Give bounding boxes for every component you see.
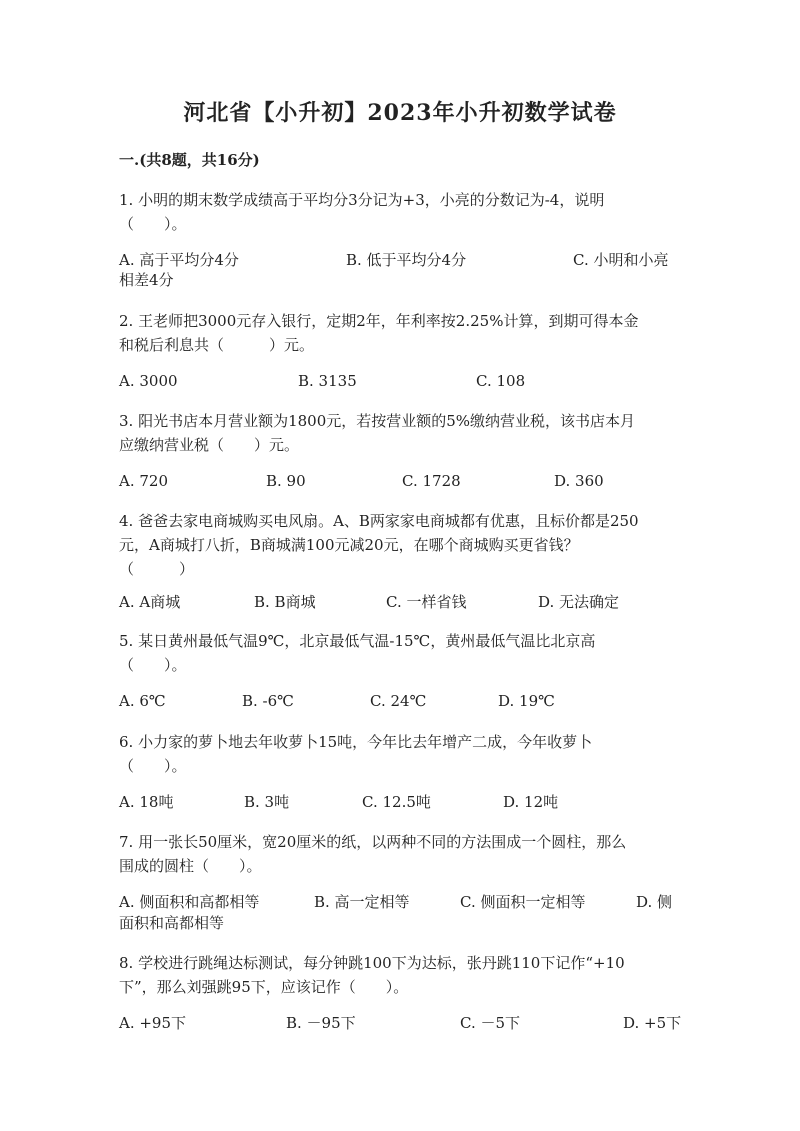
question-6-line-2: （ ）。	[119, 757, 187, 775]
question-4-option-b: B. B商城	[254, 593, 316, 611]
question-4-line-1: 4. 爸爸去家电商城购买电风扇。A、B两家家电商城都有优惠，且标价都是250	[119, 512, 639, 530]
question-4-option-a: A. A商城	[119, 593, 181, 611]
question-7-option-b: B. 高一定相等	[314, 893, 410, 911]
question-1-option-c: C. 小明和小亮	[573, 251, 669, 269]
question-2-line-2: 和税后利息共（ ）元。	[119, 336, 315, 354]
question-6-option-d: D. 12吨	[503, 793, 559, 811]
question-7-option-d: D. 侧	[636, 893, 673, 911]
question-3-option-b: B. 90	[266, 472, 306, 490]
question-1-option-c-cont: 相差4分	[119, 271, 174, 289]
page-title: 河北省【小升初】2023年小升初数学试卷	[183, 100, 617, 126]
question-7-option-a: A. 侧面积和高都相等	[119, 893, 260, 911]
question-8-stem	[119, 951, 699, 999]
question-3-stem	[119, 409, 684, 457]
question-8-line-1: 8. 学校进行跳绳达标测试，每分钟跳100下为达标，张丹跳110下记作“+10	[119, 954, 625, 972]
question-8-option-a: A. +95下	[119, 1014, 187, 1032]
question-5-line-2: （ ）。	[119, 656, 187, 674]
question-4-option-c: C. 一样省钱	[386, 593, 467, 611]
question-5-line-1: 5. 某日黄州最低气温9℃，北京最低气温-15℃，黄州最低气温比北京高	[119, 632, 596, 650]
question-1-option-b: B. 低于平均分4分	[346, 251, 467, 269]
question-6-stem	[119, 730, 684, 778]
question-6-option-a: A. 18吨	[119, 793, 174, 811]
question-1-line-1: 1. 小明的期末数学成绩高于平均分3分记为+3，小亮的分数记为-4，说明	[119, 191, 605, 209]
section-heading: 一.(共8题，共16分)	[119, 151, 260, 169]
question-3-option-d: D. 360	[554, 472, 604, 490]
question-4-option-d: D. 无法确定	[538, 593, 620, 611]
question-5-option-a: A. 6℃	[119, 692, 166, 710]
question-7-line-2: 围成的圆柱（ ）。	[119, 857, 262, 875]
question-8-option-c: C. －5下	[460, 1014, 521, 1032]
question-8-option-b: B. －95下	[286, 1014, 356, 1032]
question-6-option-c: C. 12.5吨	[362, 793, 431, 811]
question-6-option-b: B. 3吨	[244, 793, 290, 811]
question-5-stem	[119, 629, 684, 677]
question-6-line-1: 6. 小力家的萝卜地去年收萝卜15吨，今年比去年增产二成，今年收萝卜	[119, 733, 593, 751]
question-1-option-a: A. 高于平均分4分	[119, 251, 239, 269]
question-3-option-a: A. 720	[119, 472, 168, 490]
question-7-option-d-cont: 面积和高都相等	[119, 914, 225, 932]
question-2-stem	[119, 309, 684, 357]
question-2-line-1: 2. 王老师把3000元存入银行，定期2年，年利率按2.25%计算，到期可得本金	[119, 312, 639, 330]
question-3-line-2: 应缴纳营业税（ ）元。	[119, 436, 300, 454]
question-7-line-1: 7. 用一张长50厘米，宽20厘米的纸，以两种不同的方法围成一个圆柱，那么	[119, 833, 627, 851]
question-4-stem	[119, 509, 699, 581]
question-4-line-3: （ ）	[119, 560, 195, 578]
question-5-option-d: D. 19℃	[498, 692, 555, 710]
question-5-option-c: C. 24℃	[370, 692, 427, 710]
question-2-option-a: A. 3000	[119, 372, 178, 390]
question-3-line-1: 3. 阳光书店本月营业额为1800元，若按营业额的5%缴纳营业税，该书店本月	[119, 412, 636, 430]
question-3-option-c: C. 1728	[402, 472, 461, 490]
question-7-stem	[119, 830, 684, 878]
question-2-option-c: C. 108	[476, 372, 526, 390]
question-4-line-2: 元，A商城打八折，B商城满100元减20元，在哪个商城购买更省钱？	[119, 536, 579, 554]
question-2-option-b: B. 3135	[298, 372, 357, 390]
question-1-line-2: （ ）。	[119, 215, 187, 233]
question-8-option-d: D. +5下	[623, 1014, 682, 1032]
question-5-option-b: B. -6℃	[242, 692, 294, 710]
question-7-option-c: C. 侧面积一定相等	[460, 893, 586, 911]
question-1-stem	[119, 188, 684, 236]
question-8-line-2: 下”，那么刘强跳95下，应该记作（ ）。	[119, 978, 409, 996]
